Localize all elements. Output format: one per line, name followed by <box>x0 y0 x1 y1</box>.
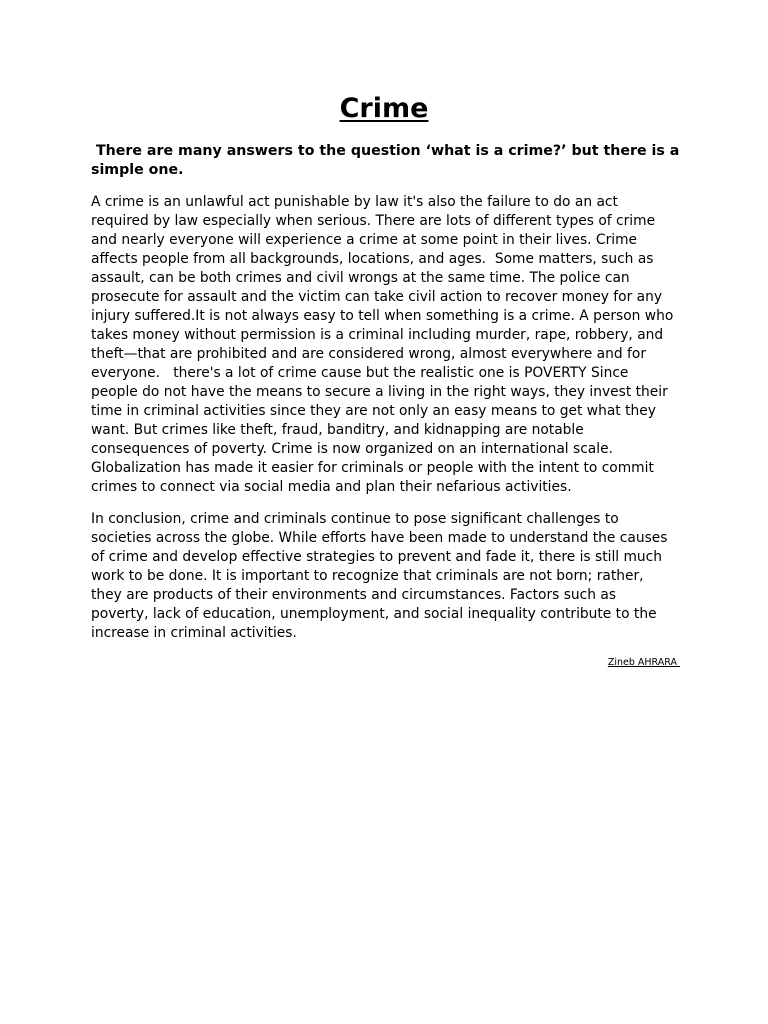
author-signature: Zineb AHRARA <box>607 657 680 668</box>
document-subtitle: There are many answers to the question ‘what is a crime?’ but there is a simple one. <box>91 143 680 178</box>
document-title: Crime <box>339 93 429 124</box>
body-paragraph-1: A crime is an unlawful act punishable by law it's also the failure to do an act required by law especially when serious. There are lots of different types of crime and nearly everyone will experience a crime at some point in their lives. Crime affects people from all backgrounds, locations, and ages. Some matters, such as assault, can be both crimes and civil wrongs at the same time. The police can prosecute for assault and the victim can take civil action to recover money for any injury suffered.It is not always easy to tell when something is a crime. A person who takes money without permission is a criminal including murder, rape, robbery, and theft—that are prohibited and are considered wrong, almost everywhere and for everyone. there's a lot of crime cause but the realistic one is POVERTY Since people do not have the means to secure a living in the right ways, they invest their time in criminal activities since they are not only an easy means to get what they want. But crimes like theft, fraud, banditry, and kidnapping are notable consequences of poverty. Crime is now organized on an international scale. Globalization has made it easier for criminals or people with the intent to commit crimes to connect via social media and plan their nefarious activities. <box>91 194 674 495</box>
body-paragraph-2: In conclusion, crime and criminals continue to pose significant challenges to societies across the globe. While efforts have been made to understand the causes of crime and develop effective strategies to prevent and fade it, there is still much work to be done. It is important to recognize that criminals are not born; rather, they are products of their environments and circumstances. Factors such as poverty, lack of education, unemployment, and social inequality contribute to the increase in criminal activities. <box>91 511 668 641</box>
